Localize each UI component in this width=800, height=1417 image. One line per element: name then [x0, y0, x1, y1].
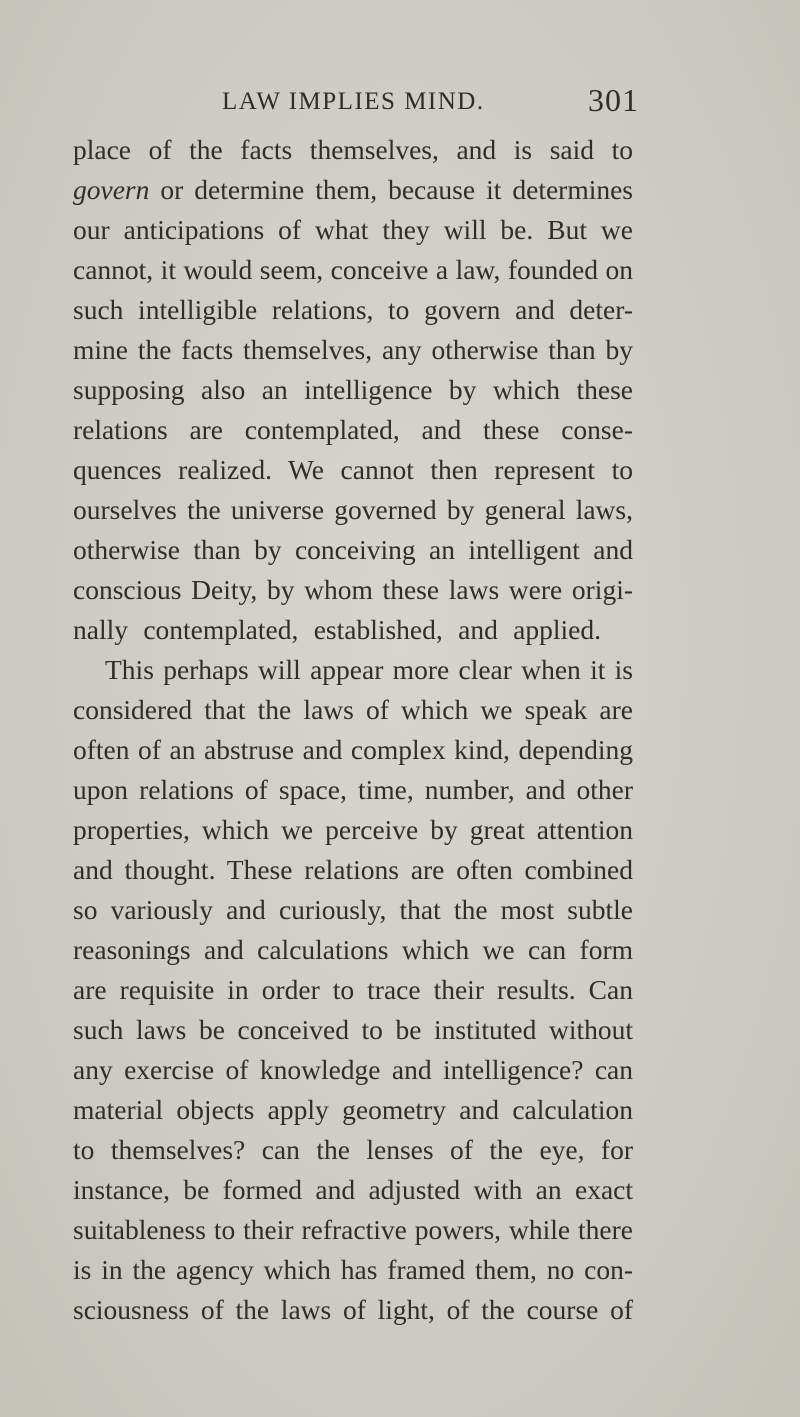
text-line-17: upon relations of space, time, number, and other [73, 774, 633, 805]
page-number: 301 [588, 82, 639, 118]
italic-word-govern: govern [73, 174, 150, 205]
text-line-8: relations are contemplated, and these conse- [73, 414, 633, 445]
text-line-29: is in the agency which has framed them, no con- [73, 1254, 633, 1285]
text-line-21: reasonings and calculations which we can form [73, 934, 633, 965]
text-line-3: our anticipations of what they will be. But we [73, 214, 633, 245]
text-line-18: properties, which we perceive by great attention [73, 814, 633, 845]
text-line-19: and thought. These relations are often combined [73, 854, 633, 885]
text-line-12: conscious Deity, by whom these laws were origi- [73, 574, 633, 605]
text-line-2-rest: or determine them, because it determines [160, 174, 634, 205]
text-line-22: are requisite in order to trace their results. Can [73, 974, 633, 1005]
text-line-6: mine the facts themselves, any otherwise than by [73, 334, 633, 365]
text-line-15: considered that the laws of which we speak are [73, 694, 633, 725]
running-head [0, 82, 800, 122]
text-line-23: such laws be conceived to be instituted without [73, 1014, 633, 1045]
text-line-2 [73, 170, 633, 210]
running-title: LAW IMPLIES MIND. [222, 88, 485, 115]
text-line-5: such intelligible relations, to govern and deter- [73, 294, 633, 325]
text-line-7: supposing also an intelligence by which these [73, 374, 633, 405]
text-line-9: quences realized. We cannot then represent to [73, 454, 633, 485]
text-line-13: nally contemplated, established, and applied. [73, 614, 601, 645]
text-line-24: any exercise of knowledge and intelligence? can [73, 1054, 633, 1085]
text-line-4: cannot, it would seem, conceive a law, founded on [73, 254, 633, 285]
text-line-14: This perhaps will appear more clear when it is [105, 654, 633, 685]
text-line-10: ourselves the universe governed by general laws, [73, 494, 633, 525]
text-line-11: otherwise than by conceiving an intelligent and [73, 534, 633, 565]
text-line-20: so variously and curiously, that the most subtle [73, 894, 633, 925]
text-line-26: to themselves? can the lenses of the eye, for [73, 1134, 633, 1165]
text-line-1: place of the facts themselves, and is said to [73, 134, 633, 165]
text-line-28: suitableness to their refractive powers, while there [73, 1214, 633, 1245]
text-line-25: material objects apply geometry and calculation [73, 1094, 633, 1125]
text-line-16: often of an abstruse and complex kind, depending [73, 734, 633, 765]
text-line-30: sciousness of the laws of light, of the course of [73, 1294, 633, 1325]
text-line-27: instance, be formed and adjusted with an exact [73, 1174, 633, 1205]
